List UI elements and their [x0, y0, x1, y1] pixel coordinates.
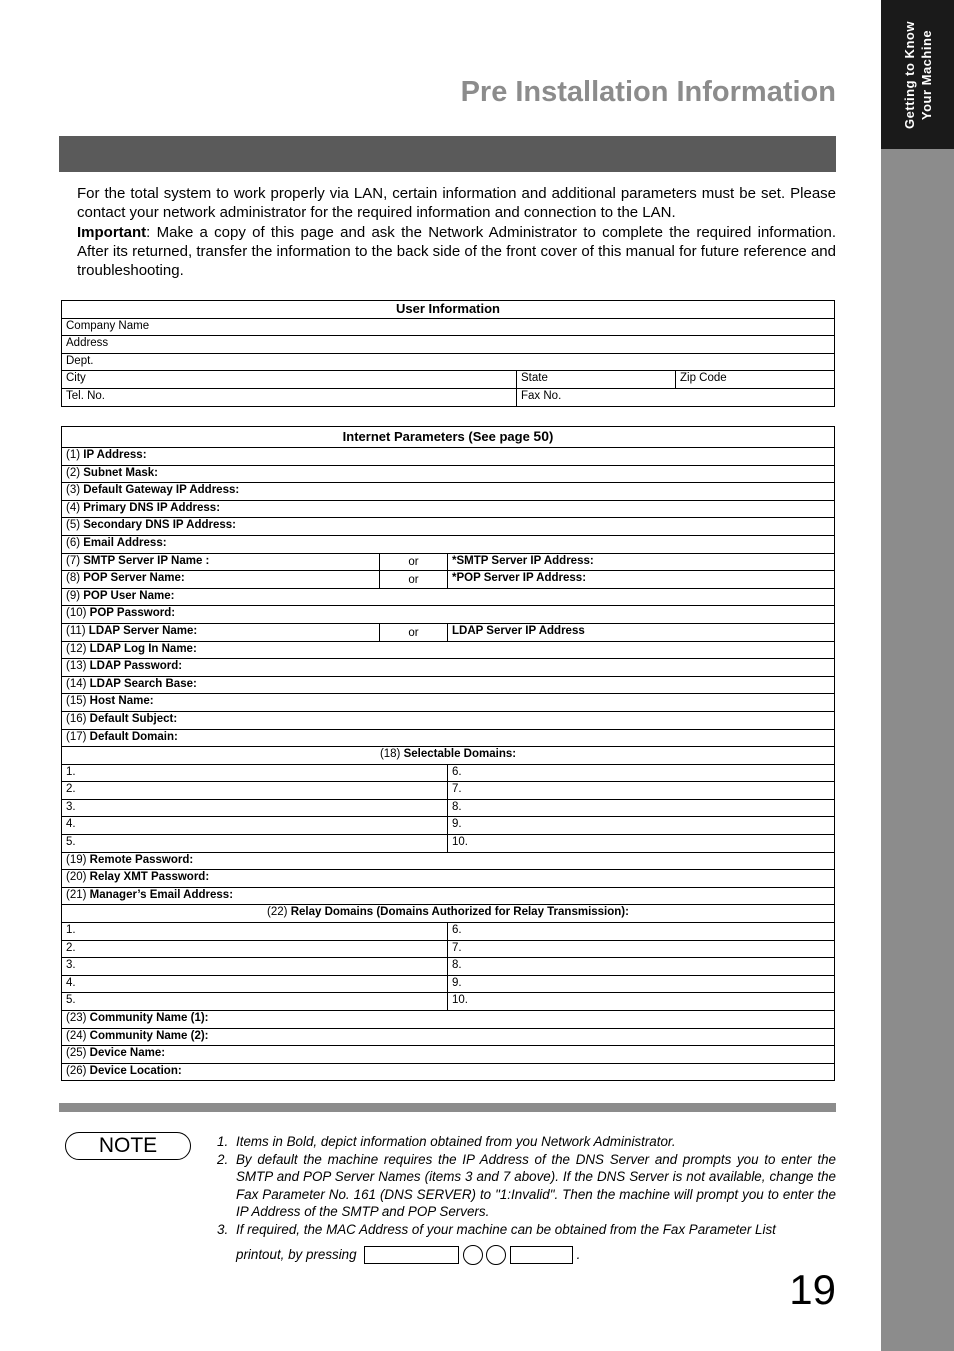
domain-cell: 8. — [448, 799, 835, 817]
note-text: Items in Bold, depict information obtained from you Network Administrator. — [236, 1134, 676, 1149]
param-label: Secondary DNS IP Address: — [83, 519, 236, 532]
param-label: Subnet Mask: — [83, 466, 159, 479]
side-tab-line1: Getting to Know — [901, 20, 917, 129]
param-row — [62, 1046, 835, 1064]
param-row — [62, 1028, 835, 1046]
note-number: 1. — [217, 1134, 229, 1149]
domain-row — [62, 993, 835, 1011]
param-row — [62, 571, 835, 589]
param-number: (18) — [379, 748, 404, 761]
param-number: (21) — [66, 888, 90, 901]
note-item — [217, 1151, 836, 1221]
domain-cell: 2. — [62, 940, 448, 958]
dept-field: Dept. — [62, 353, 835, 371]
domain-row — [62, 782, 835, 800]
key-circle-icon — [463, 1245, 483, 1265]
param-label: Email Address: — [83, 536, 167, 549]
param-label-cell — [62, 676, 835, 694]
param-label-cell — [62, 518, 835, 536]
note-text: If required, the MAC Address of your machine can be obtained from the Fax Parameter List — [236, 1221, 776, 1237]
param-label-cell — [62, 870, 835, 888]
param-row — [62, 659, 835, 677]
zip-code-field: Zip Code — [676, 371, 835, 389]
param-label: Device Name: — [89, 1047, 166, 1060]
param-label-cell — [62, 571, 380, 589]
param-row — [62, 711, 835, 729]
header-bar — [59, 136, 836, 172]
domain-row — [62, 764, 835, 782]
domain-cell: 4. — [62, 975, 448, 993]
note-number: 2. — [217, 1151, 229, 1167]
domain-cell: 10. — [448, 993, 835, 1011]
note-item — [217, 1221, 836, 1239]
domain-cell: 3. — [62, 799, 448, 817]
important-label: Important — [77, 223, 147, 241]
param-label-cell — [62, 553, 380, 571]
param-label-cell — [62, 1011, 835, 1029]
domain-cell: 8. — [448, 958, 835, 976]
note-number: 3. — [217, 1221, 229, 1237]
param-row — [62, 694, 835, 712]
param-label: Relay XMT Password: — [89, 871, 210, 884]
param-label-cell — [62, 465, 835, 483]
domain-cell: 3. — [62, 958, 448, 976]
press-line — [217, 1245, 836, 1265]
param-label: Remote Password: — [89, 853, 194, 866]
param-number: (1) — [66, 449, 84, 461]
side-tab-label — [881, 0, 954, 149]
param-row — [62, 1063, 835, 1081]
param-label: SMTP Server IP Name : — [83, 554, 210, 567]
param-number: (5) — [66, 519, 84, 532]
or-cell: or — [380, 571, 448, 589]
internet-params-table — [61, 426, 835, 1081]
param-label: Manager’s Email Address: — [89, 888, 234, 901]
param-row — [62, 870, 835, 888]
internet-params-header — [62, 427, 835, 448]
bottom-bar — [59, 1103, 836, 1112]
domain-row — [62, 923, 835, 941]
internet-header-page: 50 — [533, 428, 549, 444]
param-label-cell — [62, 659, 835, 677]
fax-no-field: Fax No. — [517, 388, 835, 406]
domain-row — [62, 940, 835, 958]
state-field: State — [517, 371, 676, 389]
param-row — [62, 641, 835, 659]
param-label-cell — [62, 729, 835, 747]
param-label: LDAP Log In Name: — [89, 642, 197, 655]
param-row — [62, 905, 835, 923]
param-row — [62, 483, 835, 501]
param-number: (17) — [66, 730, 90, 743]
param-row — [62, 535, 835, 553]
note-badge: NOTE — [65, 1132, 191, 1160]
param-label: Default Gateway IP Address: — [83, 484, 240, 497]
user-info-table — [61, 300, 835, 407]
param-row — [62, 1011, 835, 1029]
param-number: (12) — [66, 642, 90, 655]
param-number: (26) — [66, 1064, 90, 1077]
param-row — [62, 887, 835, 905]
param-number: (23) — [66, 1012, 90, 1024]
param-label-cell — [62, 747, 835, 765]
set-key-box — [510, 1246, 573, 1264]
param-label-cell — [62, 711, 835, 729]
param-number: (4) — [66, 501, 84, 514]
domain-row — [62, 975, 835, 993]
domain-cell: 9. — [448, 817, 835, 835]
param-label: Relay Domains (Domains Authorized for Relay Transmission): — [290, 906, 629, 919]
note-item — [217, 1133, 836, 1151]
intro-text — [77, 184, 836, 280]
press-end: . — [576, 1246, 581, 1262]
param-label: LDAP Search Base: — [89, 677, 197, 690]
param-label-cell — [62, 641, 835, 659]
param-row — [62, 606, 835, 624]
param-label-cell — [62, 1063, 835, 1081]
param-label-cell — [62, 483, 835, 501]
param-row — [62, 553, 835, 571]
function-key-box — [364, 1246, 459, 1264]
address-field: Address — [62, 336, 835, 354]
param-label-cell — [62, 905, 835, 923]
param-row — [62, 852, 835, 870]
domain-cell: 9. — [448, 975, 835, 993]
param-label-cell — [62, 1046, 835, 1064]
domain-cell: 1. — [62, 923, 448, 941]
param-row — [62, 623, 835, 641]
press-text: printout, by pressing — [236, 1246, 357, 1262]
param-label: Default Domain: — [89, 730, 178, 743]
param-label-cell — [62, 852, 835, 870]
domain-row — [62, 958, 835, 976]
internet-header-close: ) — [549, 429, 554, 444]
param-number: (10) — [66, 607, 90, 620]
param-row — [62, 518, 835, 536]
domain-row — [62, 835, 835, 853]
param-row — [62, 747, 835, 765]
param-label: LDAP Password: — [89, 660, 183, 673]
page-title: Pre Installation Information — [460, 76, 836, 108]
domain-cell: 2. — [62, 782, 448, 800]
param-label-cell — [62, 1028, 835, 1046]
domain-cell: 6. — [448, 923, 835, 941]
param-label: IP Address: — [83, 449, 147, 461]
note-text: By default the machine requires the IP Address of the DNS Server and prompts you to enter the SMTP and POP Server Names (items 3 and 7 above). If the DNS Server is not available, change the Fax Parameter No. 161 (DNS SERVER) to "1:Invalid". Then the machine will prompt you to enter the IP Address of the SMTP and POP Servers. — [236, 1151, 836, 1220]
param-number: (11) — [66, 624, 89, 637]
param-alt-label: LDAP Server IP Address — [448, 623, 835, 641]
param-number: (13) — [66, 660, 90, 673]
domain-cell: 7. — [448, 940, 835, 958]
tel-no-field: Tel. No. — [62, 388, 517, 406]
param-number: (7) — [66, 554, 84, 567]
param-label-cell — [62, 694, 835, 712]
param-number: (16) — [66, 712, 90, 725]
domain-cell: 7. — [448, 782, 835, 800]
param-label: Host Name: — [89, 695, 154, 708]
important-paragraph — [77, 223, 836, 281]
param-alt-label: *SMTP Server IP Address: — [448, 553, 835, 571]
param-label: Community Name (2): — [89, 1029, 209, 1042]
param-label: Primary DNS IP Address: — [83, 501, 221, 514]
param-label: POP Password: — [89, 607, 176, 620]
important-text: : Make a copy of this page and ask the Network Administrator to complete the required information. After its returned, transfer the information to the back side of the front cover of this manual for future reference and troubleshooting. — [77, 223, 836, 280]
param-alt-label: *POP Server IP Address: — [448, 571, 835, 589]
side-tab-line2: Your Machine — [918, 29, 934, 120]
param-label-cell — [62, 448, 835, 466]
city-field: City — [62, 371, 517, 389]
side-strip — [881, 149, 954, 1351]
or-cell: or — [380, 553, 448, 571]
param-row — [62, 448, 835, 466]
domain-row — [62, 817, 835, 835]
param-number: (8) — [66, 572, 84, 585]
param-label-cell — [62, 500, 835, 518]
param-label-cell — [62, 887, 835, 905]
param-number: (14) — [66, 677, 90, 690]
param-label: POP User Name: — [83, 589, 175, 602]
note-list — [217, 1133, 836, 1265]
domain-cell: 6. — [448, 764, 835, 782]
domain-cell: 5. — [62, 835, 448, 853]
param-number: (3) — [66, 484, 84, 497]
param-row — [62, 729, 835, 747]
domain-cell: 1. — [62, 764, 448, 782]
param-number: (9) — [66, 589, 84, 602]
param-label: Default Subject: — [89, 712, 178, 725]
param-number: (19) — [66, 853, 90, 866]
param-number: (25) — [66, 1047, 90, 1060]
param-row — [62, 500, 835, 518]
param-number: (6) — [66, 536, 84, 549]
param-row — [62, 465, 835, 483]
param-label: Community Name (1): — [89, 1012, 209, 1024]
internet-header-text: Internet Parameters (See page — [342, 429, 534, 444]
param-row — [62, 588, 835, 606]
param-number: (24) — [66, 1029, 90, 1042]
page-number: 19 — [789, 1266, 836, 1313]
param-label-cell — [62, 535, 835, 553]
domain-cell: 4. — [62, 817, 448, 835]
company-name-field: Company Name — [62, 318, 835, 336]
param-number: (2) — [66, 466, 84, 479]
param-label: LDAP Server Name: — [88, 624, 198, 637]
param-number: (22) — [267, 906, 291, 919]
param-number: (20) — [66, 871, 90, 884]
param-label: Device Location: — [89, 1064, 182, 1077]
domain-row — [62, 799, 835, 817]
param-label-cell — [62, 623, 380, 641]
user-info-header: User Information — [62, 301, 835, 319]
or-cell: or — [380, 623, 448, 641]
param-label: POP Server Name: — [83, 572, 185, 585]
param-label-cell — [62, 606, 835, 624]
intro-paragraph: For the total system to work properly via LAN, certain information and additional parameters must be set. Please contact your network administrator for the required information and connection to the LAN. — [77, 185, 836, 222]
param-row — [62, 676, 835, 694]
domain-cell: 5. — [62, 993, 448, 1011]
param-label-cell — [62, 588, 835, 606]
domain-cell: 10. — [448, 835, 835, 853]
param-label: Selectable Domains: — [403, 748, 517, 761]
param-number: (15) — [66, 695, 90, 708]
key-circle-icon — [486, 1245, 506, 1265]
